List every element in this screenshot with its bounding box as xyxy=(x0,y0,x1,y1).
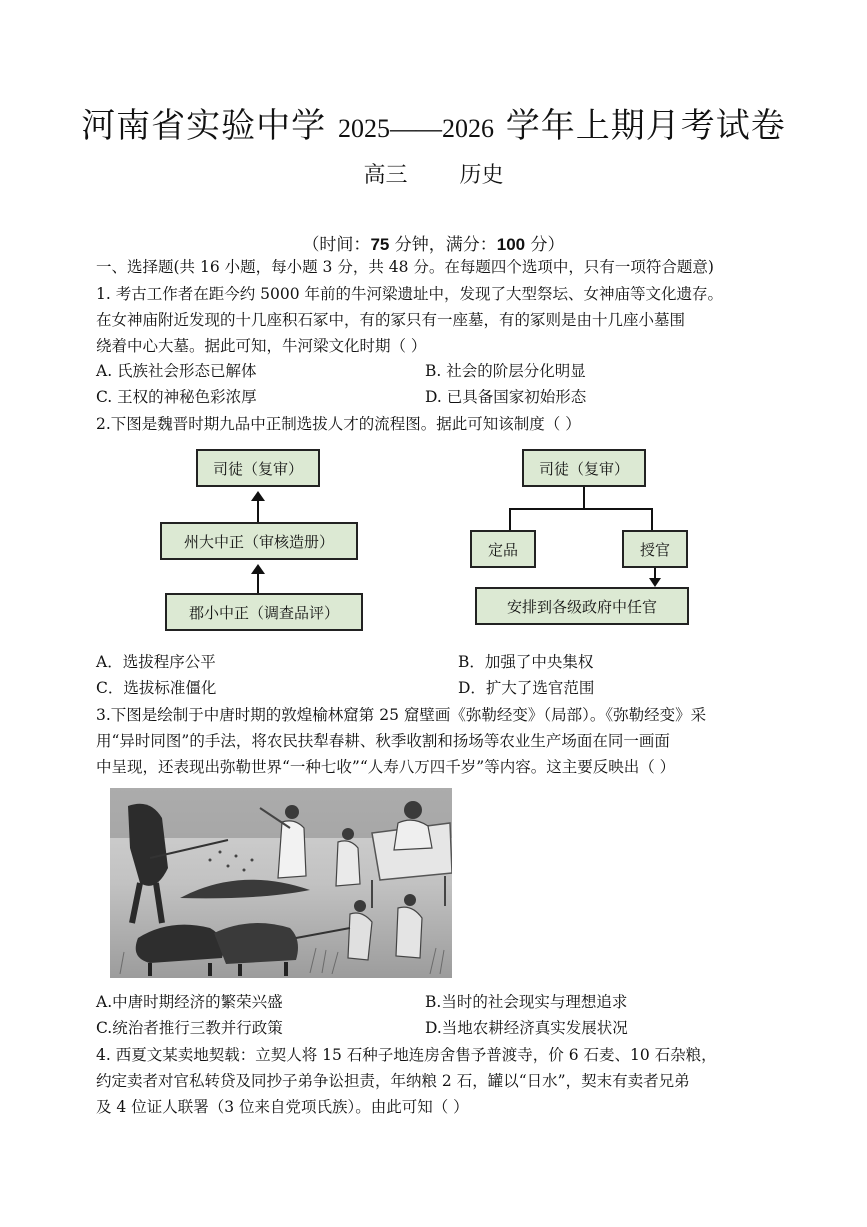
time-text: （时间： xyxy=(302,235,371,255)
q3-option-d[interactable]: D.当地农耕经济真实发展状况 xyxy=(425,1019,628,1037)
flow-connector xyxy=(583,487,585,509)
arrow-head-icon xyxy=(649,578,661,587)
q4-stem-line: 4. 西夏文某卖地契载：立契人将 15 石种子地连房舍售予普渡寺，价 6 石麦、10 石杂粮， xyxy=(96,1046,717,1064)
q1-option-d[interactable]: D. 已具备国家初始形态 xyxy=(425,388,587,406)
flow-arrow xyxy=(654,568,656,580)
q3-option-b[interactable]: B.当时的社会现实与理想追求 xyxy=(425,993,628,1011)
flow-box-situ-right: 司徒（复审） xyxy=(522,449,646,487)
grade-subject xyxy=(0,158,867,189)
q2-stem: 2.下图是魏晋时期九品中正制选拔人才的流程图。据此可知该制度（ ） xyxy=(96,415,581,433)
time-text: 分钟，满分： xyxy=(389,235,497,255)
q1-option-a[interactable]: A. 氏族社会形态已解体 xyxy=(96,362,257,380)
arrow-head-icon xyxy=(251,564,265,574)
q2-option-b[interactable]: B．加强了中央集权 xyxy=(458,653,594,671)
q2-option-d[interactable]: D．扩大了选官范围 xyxy=(458,679,595,697)
arrow-head-icon xyxy=(251,491,265,501)
mural-illustration xyxy=(110,788,452,978)
flow-connector xyxy=(509,508,511,530)
q3-stem-line: 用“异时同图”的手法，将农民扶犁春耕、秋季收割和扬场等农业生产场面在同一画面 xyxy=(96,732,670,750)
flow-arrow xyxy=(257,573,259,593)
total-score: 100 xyxy=(496,235,526,254)
flow-box-zhou: 州大中正（审核造册） xyxy=(160,522,358,560)
q3-option-a[interactable]: A.中唐时期经济的繁荣兴盛 xyxy=(96,993,283,1011)
flow-box-dingpin: 定品 xyxy=(470,530,536,568)
q3-stem-line: 中呈现，还表现出弥勒世界“一种七收”“人寿八万四千岁”等内容。这主要反映出（ ） xyxy=(96,758,676,776)
time-text: 分） xyxy=(525,235,565,255)
title-year: 2025——2026 xyxy=(338,114,494,143)
title-part: 学年上期月考试卷 xyxy=(494,106,786,146)
flow-box-situ-left: 司徒（复审） xyxy=(196,449,320,487)
q3-option-c[interactable]: C.统治者推行三教并行政策 xyxy=(96,1019,283,1037)
flow-connector xyxy=(651,508,653,530)
flow-box-shouguan: 授官 xyxy=(622,530,688,568)
q1-option-c[interactable]: C. 王权的神秘色彩浓厚 xyxy=(96,388,257,406)
title-part: 河南省实验中学 xyxy=(81,106,338,146)
flow-box-jun: 郡小中正（调查品评） xyxy=(165,593,363,631)
q1-stem-line: 1. 考古工作者在距今约 5000 年前的牛河梁遗址中，发现了大型祭坛、女神庙等文化遗存。 xyxy=(96,285,724,303)
q1-option-b[interactable]: B. 社会的阶层分化明显 xyxy=(425,362,586,380)
flow-connector xyxy=(509,508,653,510)
exam-title xyxy=(0,98,867,147)
q1-stem-line: 在女神庙附近发现的十几座积石冢中，有的冢只有一座墓，有的冢则是由十几座小墓围 xyxy=(96,311,686,329)
time-minutes: 75 xyxy=(370,235,390,254)
mural-image xyxy=(110,788,452,978)
q4-stem-line: 约定卖者对官私转贷及同抄子弟争讼担责，年纳粮 2 石，罐以“日水”，契末有卖者兄弟 xyxy=(96,1072,690,1090)
q2-option-c[interactable]: C．选拔标准僵化 xyxy=(96,679,217,697)
grade-label: 高三 xyxy=(363,163,408,188)
q1-stem-line: 绕着中心大墓。据此可知，牛河梁文化时期（ ） xyxy=(96,337,427,355)
q2-option-a[interactable]: A．选拔程序公平 xyxy=(96,653,216,671)
flow-box-anpai: 安排到各级政府中任官 xyxy=(475,587,689,625)
q3-stem-line: 3.下图是绘制于中唐时期的敦煌榆林窟第 25 窟壁画《弥勒经变》（局部）。《弥勒经变》采 xyxy=(96,706,707,724)
section-heading: 一、选择题(共 16 小题，每小题 3 分，共 48 分。在每题四个选项中，只有一项符合题意) xyxy=(96,258,714,276)
exam-time-score xyxy=(0,230,867,255)
flow-arrow xyxy=(257,500,259,522)
subject-label: 历史 xyxy=(459,163,504,188)
q4-stem-line: 及 4 位证人联署（3 位来自党项氏族）。由此可知（ ） xyxy=(96,1098,469,1116)
